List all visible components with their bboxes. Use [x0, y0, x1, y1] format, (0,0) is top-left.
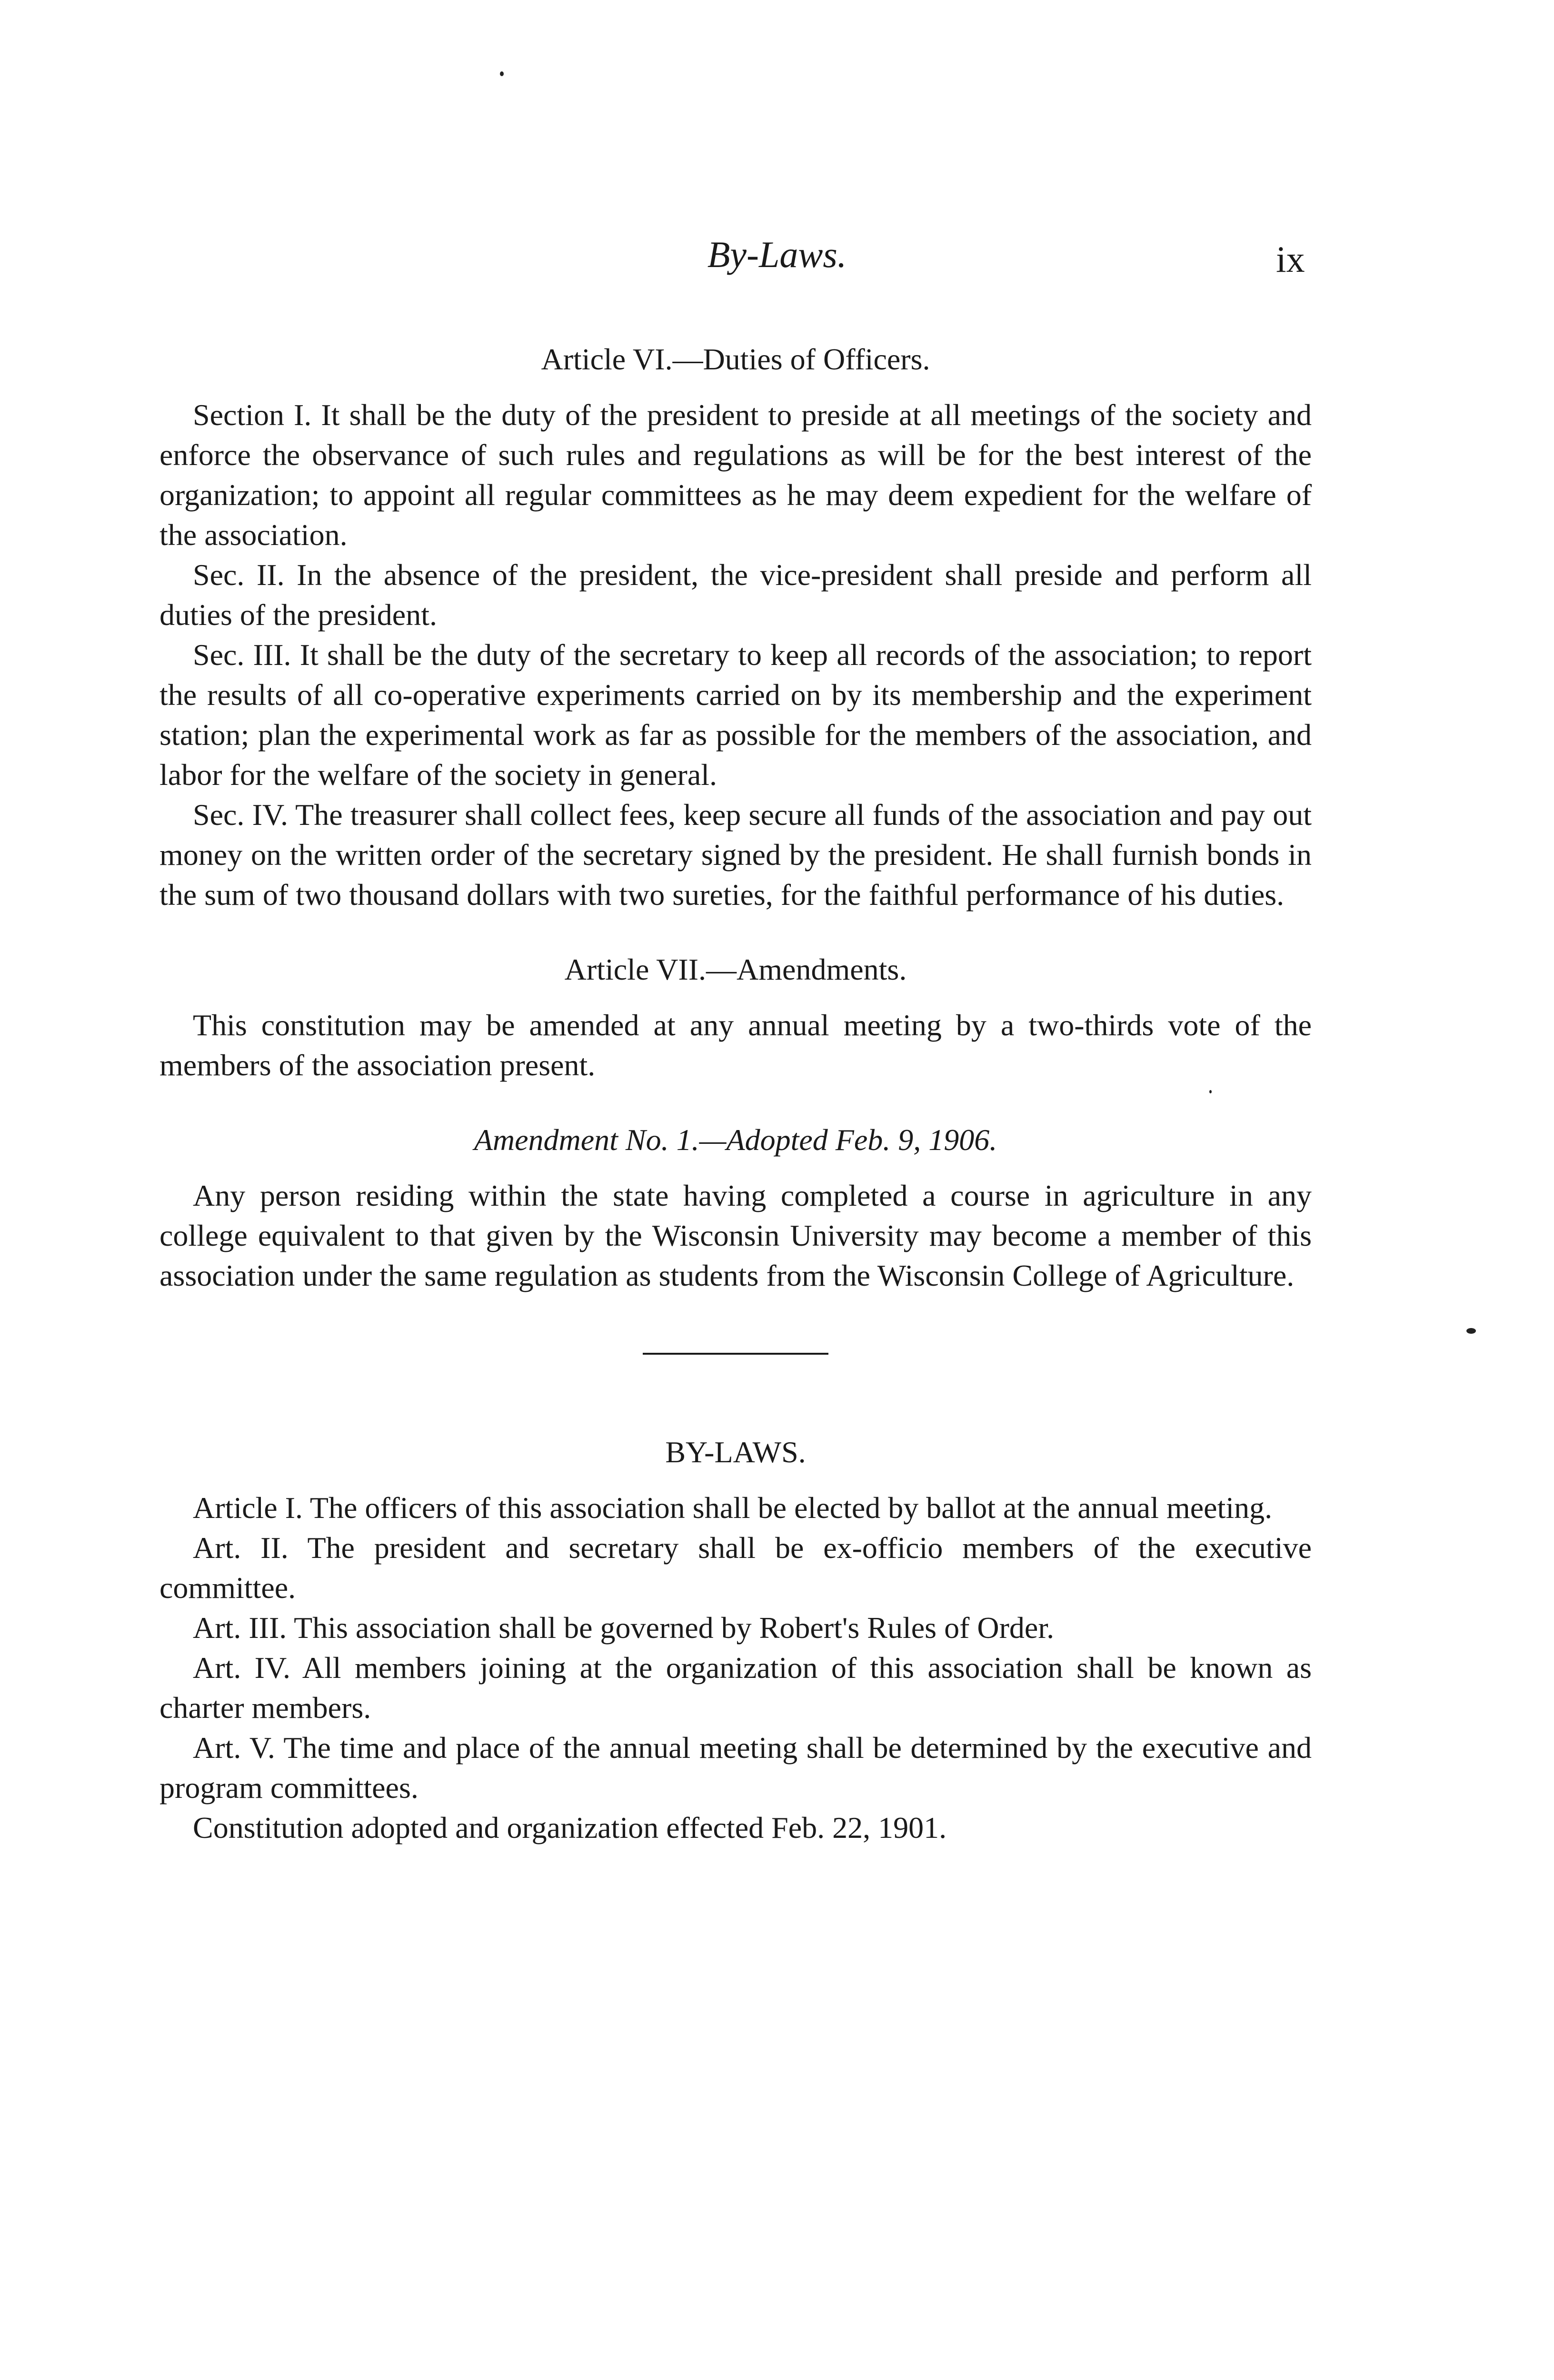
bylaws [159, 1431, 1312, 1848]
article-vii-heading: Article VII.—Amendments. [564, 952, 907, 986]
amendment-1-heading: Amendment No. 1.—Adopted Feb. 9, 1906. [474, 1123, 997, 1157]
article-vi-section-2: Sec. II. In the absence of the president, the vice-president shall preside and perform all duties of the president. [159, 558, 1312, 632]
bylaws-article-5: Art. V. The time and place of the annual meeting shall be determined by the executive and program committees. [159, 1731, 1312, 1805]
article-vi-section-1: Section I. It shall be the duty of the president to preside at all meetings of the society and enforce the observance of such rules and regulations as will be for the best interest of the organization; to appoint all regular committees as he may deem expedient for the welfare of the association. [159, 398, 1312, 552]
article-vii [159, 948, 1312, 1085]
amendment-1-text: Any person residing within the state having completed a course in agriculture in any college equivalent to that given by the Wisconsin University may become a member of this association under the same regulation as students from the Wisconsin College of Agriculture. [159, 1179, 1312, 1292]
bylaws-article-1: Article I. The officers of this association shall be elected by ballot at the annual meeting. [193, 1491, 1273, 1525]
bylaws-article-2: Art. II. The president and secretary shall be ex-officio members of the executive committee. [159, 1531, 1312, 1605]
article-vi-section-4: Sec. IV. The treasurer shall collect fees, keep secure all funds of the association and pay out money on the written order of the secretary signed by the president. He shall furnish bonds in the sum of two thousand dollars with two sureties, for the faithful performance of his duties. [159, 798, 1312, 912]
bylaws-article-3: Art. III. This association shall be governed by Robert's Rules of Order. [193, 1611, 1055, 1645]
article-vii-text: This constitution may be amended at any annual meeting by a two-thirds vote of the members of the association present. [159, 1008, 1312, 1082]
section-divider [643, 1353, 828, 1355]
amendment-1 [159, 1119, 1312, 1296]
page-number: ix [1276, 238, 1305, 280]
article-vi-section-3: Sec. III. It shall be the duty of the secretary to keep all records of the association; to report the results of all co-operative experiments carried on by its membership and the experiment station; plan the experimental work as far as possible for the members of the association, and labor for the welfare of the society in general. [159, 638, 1312, 792]
scan-speck [1209, 1090, 1212, 1093]
bylaws-article-4: Art. IV. All members joining at the organization of this association shall be known as charter members. [159, 1651, 1312, 1725]
page-content [159, 338, 1312, 1848]
scan-speck [500, 71, 504, 76]
bylaws-heading: BY-LAWS. [665, 1435, 806, 1469]
scan-speck [1466, 1328, 1476, 1334]
article-vi-heading: Article VI.—Duties of Officers. [541, 342, 930, 376]
article-vi [159, 338, 1312, 915]
bylaws-closing: Constitution adopted and organization effected Feb. 22, 1901. [193, 1811, 947, 1844]
running-title: By-Laws. [707, 234, 847, 275]
